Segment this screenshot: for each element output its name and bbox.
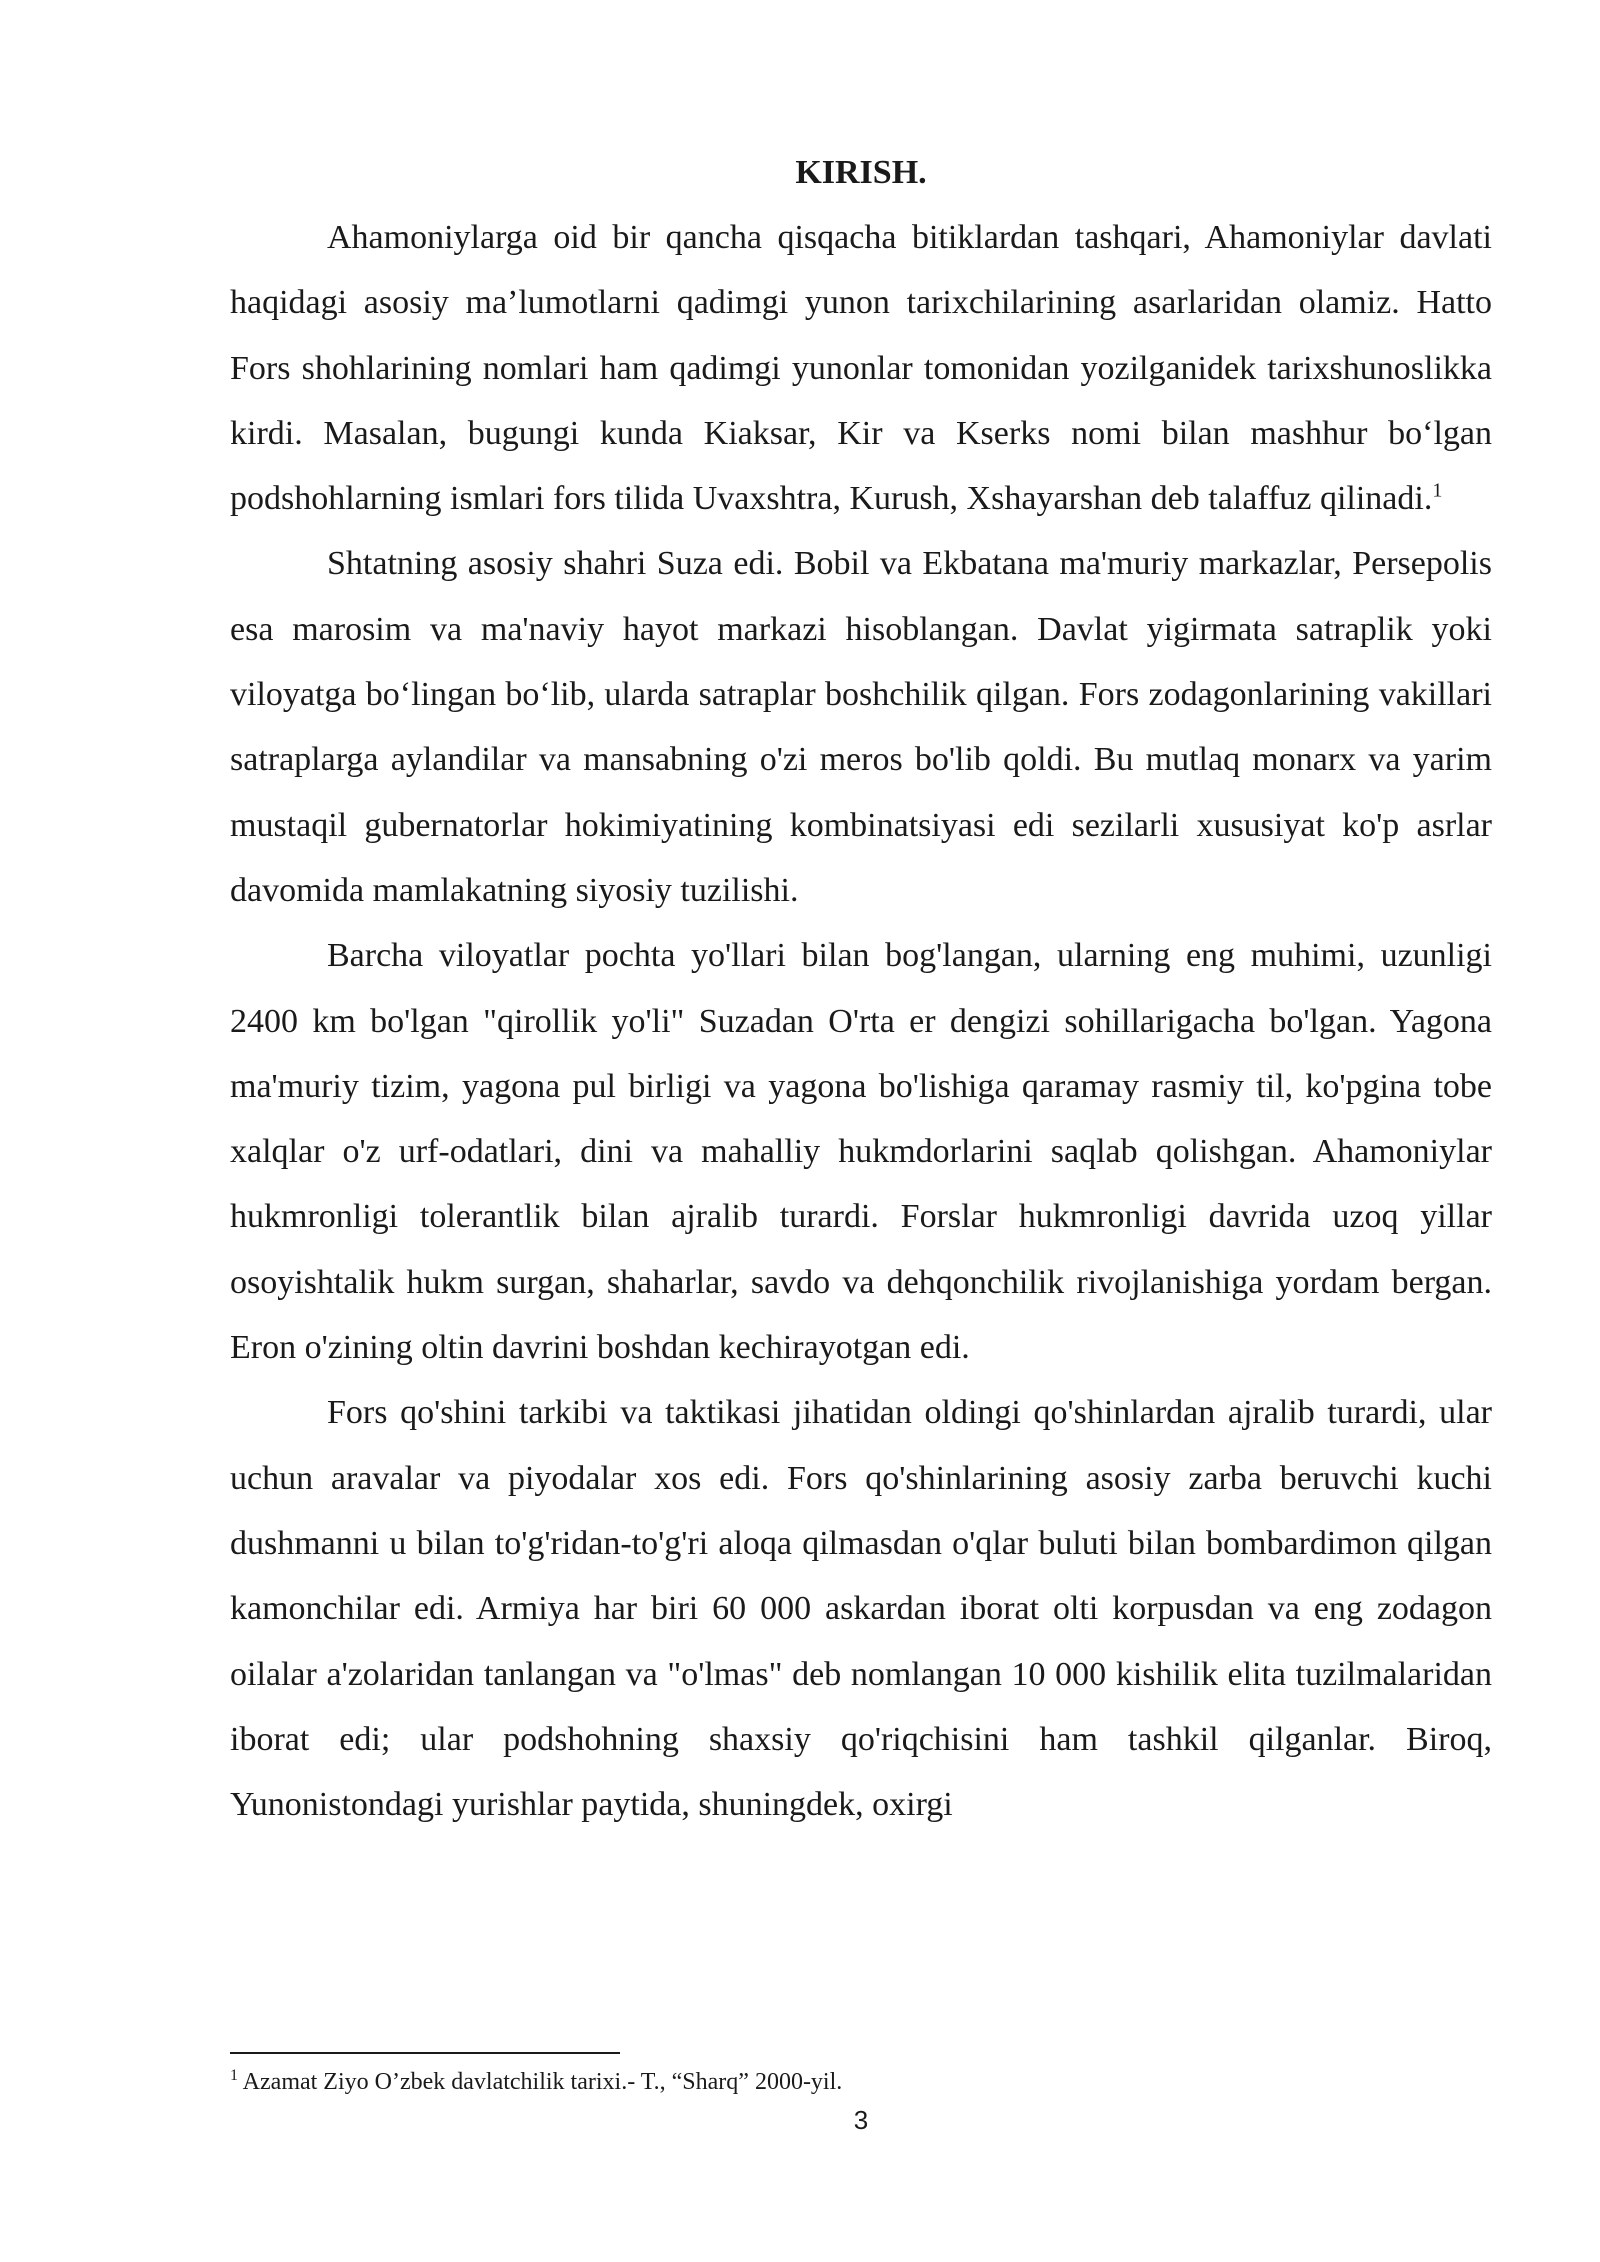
footnote: [230, 2066, 1492, 2098]
footnote-mark: 1: [230, 2067, 238, 2084]
paragraph-1: [230, 205, 1492, 531]
footnote-text: Azamat Ziyo O’zbek davlatchilik tarixi.- T., “Sharq” 2000-yil.: [238, 2069, 843, 2095]
paragraph-1-text: Ahamoniylarga oid bir qancha qisqacha bitiklardan tashqari, Ahamoniylar davlati haqidagi asosiy ma’lumotlarni qadimgi yunon tarixchilarining asarlaridan olamiz. Hatto Fors shohlarining nomlari ham qadimgi yunonlar tomonidan yozilganidek tarixshunoslikka kirdi. Masalan, bugungi kunda Kiaksar, Kir va Kserks nomi bilan mashhur bo‘lgan podshohlarning ismlari fors tilida Uvaxshtra, Kurush, Xshayarshan deb talaffuz qilinadi.: [230, 219, 1492, 518]
page-title: KIRISH.: [795, 154, 927, 191]
paragraph-2: Shtatning asosiy shahri Suza edi. Bobil va Ekbatana ma'muriy markazlar, Persepolis esa marosim va ma'naviy hayot markazi hisoblangan. Davlat yigirmata satraplik yoki viloyatga bo‘lingan bo‘lib, ularda satraplar boshchilik qilgan. Fors zodagonlarining vakillari satraplarga aylandilar va mansabning o'zi meros bo'lib qoldi. Bu mutlaq monarx va yarim mustaqil gubernatorlar hokimiyatining kombinatsiyasi edi sezilarli xususiyat ko'p asrlar davomida mamlakatning siyosiy tuzilishi.: [230, 545, 1492, 909]
footnote-reference[interactable]: 1: [1432, 479, 1443, 502]
page-body: [230, 140, 1492, 1837]
page-number: 3: [853, 2105, 869, 2135]
footnote-separator: [230, 2052, 620, 2054]
paragraph-3: Barcha viloyatlar pochta yo'llari bilan bog'langan, ularning eng muhimi, uzunligi 2400 km bo'lgan "qirollik yo'li" Suzadan O'rta er dengizi sohillarigacha bo'lgan. Yagona ma'muriy tizim, yagona pul birligi va yagona bo'lishiga qaramay rasmiy til, ko'pgina tobe xalqlar o'z urf-odatlari, dini va mahalliy hukmdorlarini saqlab qolishgan. Ahamoniylar hukmronligi tolerantlik bilan ajralib turardi. Forslar hukmronligi davrida uzoq yillar osoyishtalik hukm surgan, shaharlar, savdo va dehqonchilik rivojlanishiga yordam bergan. Eron o'zining oltin davrini boshdan kechirayotgan edi.: [230, 937, 1492, 1367]
paragraph-4: Fors qo'shini tarkibi va taktikasi jihatidan oldingi qo'shinlardan ajralib turardi, ular uchun aravalar va piyodalar xos edi. Fors qo'shinlarining asosiy zarba beruvchi kuchi dushmanni u bilan to'g'ridan-to'g'ri aloqa qilmasdan o'qlar buluti bilan bombardimon qilgan kamonchilar edi. Armiya har biri 60 000 askardan iborat olti korpusdan va eng zodagon oilalar a'zolaridan tanlangan va "o'lmas" deb nomlangan 10 000 kishilik elita tuzilmalaridan iborat edi; ular podshohning shaxsiy qo'riqchisini ham tashkil qilganlar. Biroq, Yunonistondagi yurishlar paytida, shuningdek, oxirgi: [230, 1394, 1492, 1824]
